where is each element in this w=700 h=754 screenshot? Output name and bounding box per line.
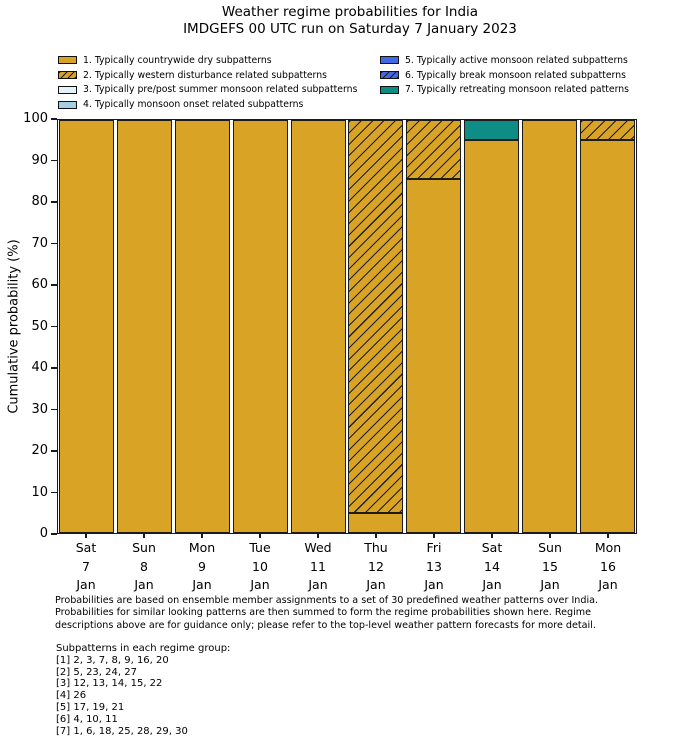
x-tick-label-day: 10 [252, 558, 268, 574]
footnote-line: Probabilities for similar looking patterns are then summed to form the regime probabilities shown here. Regime [55, 607, 591, 619]
bar-segment-regime-1 [175, 120, 230, 533]
subpattern-group-line: [3] 12, 13, 14, 15, 22 [56, 678, 163, 690]
bar-wed-11 [289, 120, 347, 533]
bar-segment-regime-1 [580, 140, 635, 533]
legend-item [380, 83, 629, 98]
x-tick-mark [259, 534, 260, 538]
x-tick-mark [85, 534, 86, 538]
x-tick-label-month: Jan [192, 577, 212, 592]
x-tick-label-day: 15 [542, 558, 558, 574]
x-tick-mark [549, 534, 550, 538]
subpattern-group-line: [1] 2, 3, 7, 8, 9, 16, 20 [56, 654, 169, 666]
legend-item [58, 68, 357, 83]
x-tick-label-month: Jan [250, 577, 270, 592]
legend-item [58, 83, 357, 98]
bar-segment-regime-1 [233, 120, 288, 533]
footnote-text [55, 595, 598, 632]
y-tick-label: 60 [31, 277, 48, 292]
legend-item [380, 53, 629, 68]
x-tick-label-month: Jan [366, 577, 386, 592]
bar-segment-regime-2 [406, 120, 461, 179]
subpatterns-block [56, 643, 230, 737]
x-tick-mark [143, 534, 144, 538]
x-tick-label [115, 539, 173, 595]
x-tick-label [463, 539, 521, 595]
x-tick-label-dow: Sun [132, 540, 156, 555]
x-tick-label-day: 8 [140, 558, 148, 574]
bar-mon-9 [174, 120, 232, 533]
subpattern-group-line: [6] 4, 10, 11 [56, 713, 118, 725]
x-tick-label-dow: Mon [594, 540, 622, 555]
footnote-line: Probabilities are based on ensemble member assignments to a set of 30 predefined weather patterns over India. [55, 595, 599, 606]
subpattern-group-line: [2] 5, 23, 24, 27 [56, 666, 137, 678]
x-tick-label-dow: Thu [364, 540, 388, 555]
legend-swatch-icon [380, 86, 399, 94]
x-tick-label-dow: Sat [75, 540, 97, 555]
legend-item-label: 1. Typically countrywide dry subpatterns [83, 54, 272, 66]
x-tick-label [579, 539, 637, 595]
bar-sat-14 [463, 120, 521, 533]
x-tick-label [57, 539, 115, 595]
bar-tue-10 [231, 120, 289, 533]
bar-sat-7 [58, 120, 116, 533]
subpattern-group-line: [4] 26 [56, 690, 87, 702]
y-tick-label: 0 [39, 526, 48, 541]
x-tick-label-dow: Mon [188, 540, 216, 555]
subpatterns-groups [56, 655, 230, 738]
x-tick-label-dow: Wed [304, 540, 332, 555]
subpattern-group-line: [5] 17, 19, 21 [56, 701, 125, 713]
legend-item [380, 68, 629, 83]
x-tick-label-day: 13 [426, 558, 442, 574]
bar-mon-16 [578, 120, 636, 533]
x-tick-label-month: Jan [540, 577, 560, 592]
footnote-line: descriptions above are for guidance only; please refer to the top-level weather pattern forecasts for more detail. [55, 619, 596, 631]
x-tick-label-day: 9 [198, 558, 206, 574]
y-tick-label: 30 [31, 401, 48, 417]
legend-swatch-icon [58, 56, 77, 64]
legend-item-label: 3. Typically pre/post summer monsoon related subpatterns [83, 84, 358, 96]
legend-item-label: 4. Typically monsoon onset related subpatterns [83, 99, 304, 111]
x-tick-label-dow: Sun [538, 540, 562, 555]
stacked-bars [58, 120, 636, 533]
legend-swatch-icon [58, 71, 77, 79]
bar-thu-12 [347, 120, 405, 533]
bar-segment-regime-1 [59, 120, 114, 533]
bar-segment-regime-1 [348, 513, 403, 533]
x-tick-label-dow: Sat [481, 540, 503, 555]
subpattern-group-line: [7] 1, 6, 18, 25, 28, 29, 30 [56, 725, 188, 737]
chart-title: Weather regime probabilities for India [221, 4, 479, 20]
bar-segment-regime-1 [117, 120, 172, 533]
x-tick-label [347, 539, 405, 595]
y-tick-label: 50 [31, 318, 48, 334]
legend-item-label: 2. Typically western disturbance related subpatterns [83, 69, 327, 81]
legend-swatch-icon [380, 71, 399, 79]
legend-swatch-icon [58, 86, 77, 94]
x-tick-label-month: Jan [76, 577, 96, 592]
x-tick-mark [433, 534, 434, 538]
x-tick-label [231, 539, 289, 595]
legend-column-right [380, 53, 629, 97]
y-axis-label: Cumulative probability (%) [6, 239, 22, 414]
y-tick-label: 90 [31, 152, 48, 168]
bar-segment-regime-2 [348, 120, 403, 513]
x-tick-label [289, 539, 347, 595]
x-tick-mark [375, 534, 376, 538]
y-tick-label: 100 [23, 111, 48, 126]
x-tick-label-day: 11 [310, 558, 326, 574]
x-tick-label-dow: Tue [249, 540, 271, 555]
plot-area [57, 119, 637, 534]
y-tick-label: 70 [31, 235, 48, 251]
legend-item-label: 7. Typically retreating monsoon related patterns [405, 84, 630, 96]
bar-segment-regime-1 [406, 179, 461, 533]
bar-sun-8 [116, 120, 174, 533]
bar-sun-15 [520, 120, 578, 533]
chart-subtitle: IMDGEFS 00 UTC run on Saturday 7 January 2023 [183, 21, 517, 37]
y-tick-label: 80 [31, 194, 48, 209]
legend-column-left [58, 53, 357, 112]
x-tick-label-month: Jan [482, 577, 502, 592]
legend-item [58, 97, 357, 112]
x-tick-label-month: Jan [134, 577, 154, 592]
y-tick-label: 20 [31, 443, 48, 458]
x-tick-label [173, 539, 231, 595]
y-tick-label: 10 [31, 484, 48, 500]
bar-segment-regime-2 [580, 120, 635, 140]
bar-segment-regime-1 [522, 120, 577, 533]
x-tick-label-month: Jan [308, 577, 328, 592]
bar-segment-regime-1 [291, 120, 346, 533]
legend-item-label: 5. Typically active monsoon related subpatterns [405, 54, 628, 66]
x-tick-label-dow: Fri [426, 540, 442, 555]
x-tick-label-day: 14 [484, 558, 500, 574]
bar-segment-regime-7 [464, 120, 519, 140]
subpatterns-heading: Subpatterns in each regime group: [56, 643, 231, 654]
x-tick-label-day: 7 [82, 558, 90, 574]
x-tick-label [521, 539, 579, 595]
bar-segment-regime-1 [464, 140, 519, 533]
x-tick-label-month: Jan [598, 577, 618, 592]
bar-fri-13 [405, 120, 463, 533]
x-tick-mark [607, 534, 608, 538]
x-tick-label-day: 16 [600, 558, 616, 574]
legend-swatch-icon [58, 101, 77, 109]
legend-item [58, 53, 357, 68]
x-tick-mark [201, 534, 202, 538]
x-tick-label-month: Jan [424, 577, 444, 592]
x-tick-label [405, 539, 463, 595]
legend-swatch-icon [380, 56, 399, 64]
y-tick-label: 40 [31, 360, 48, 375]
x-tick-label-day: 12 [368, 558, 384, 574]
x-tick-mark [491, 534, 492, 538]
x-tick-mark [317, 534, 318, 538]
legend-item-label: 6. Typically break monsoon related subpatterns [405, 69, 626, 81]
